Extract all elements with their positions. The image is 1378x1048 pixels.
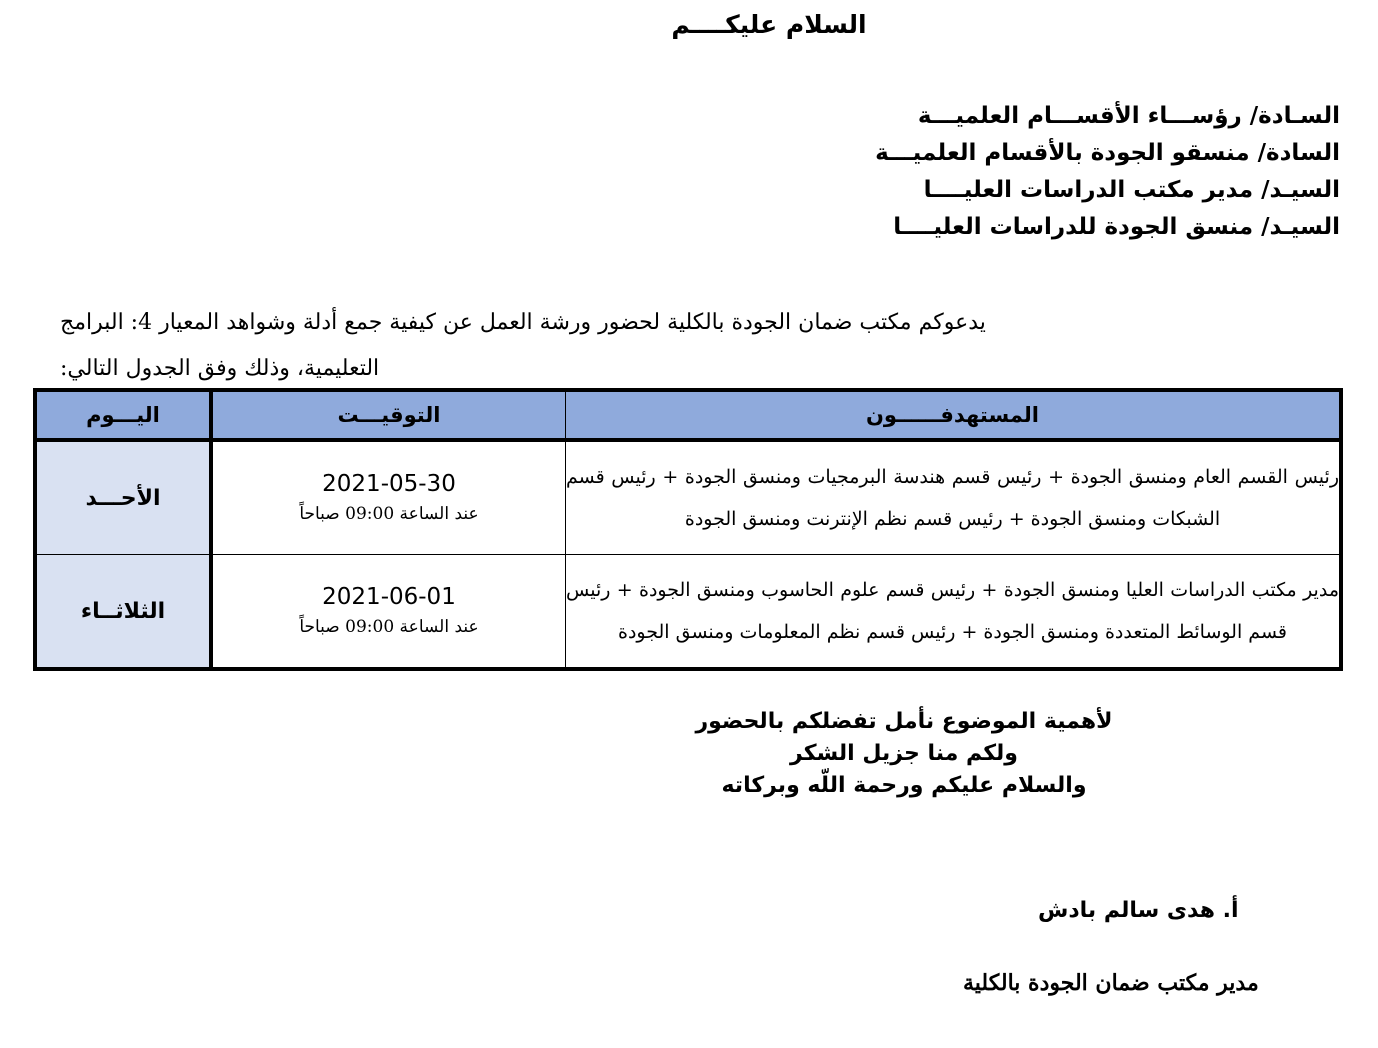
table-header	[35, 390, 1341, 440]
cell-targets-row1: رئيس القسم العام ومنسق الجودة + رئيس قسم هندسة البرمجيات ومنسق الجودة + رئيس قسم الشبكات ومنسق الجودة + رئيس قسم نظم الإنترنت ومنسق الجودة	[566, 440, 1342, 555]
signature-title: مدير مكتب ضمان الجودة بالكلية	[963, 970, 1259, 996]
closing-line-3: والسلام عليكم ورحمة اللّه وبركاته	[721, 773, 1087, 798]
greeting-text: السلام عليكــــم	[671, 10, 867, 39]
greeting-line	[38, 8, 1340, 42]
cell-day-row2: الثلاثــاء	[35, 555, 211, 670]
closing-line-1: لأهمية الموضوع نأمل تفضلكم بالحضور	[695, 709, 1113, 734]
table-row	[35, 555, 1341, 670]
recipient-line-2: السادة/ منسقو الجودة بالأقسام العلميـــة	[875, 140, 1340, 166]
recipient-line-1: السـادة/ رؤســـاء الأقســـام العلميـــة	[917, 103, 1340, 129]
recipient-line-4: السيـد/ منسق الجودة للدراسات العليــــا	[893, 214, 1340, 240]
cell-time-note-row2: عند الساعة 09:00 صباحاً	[299, 617, 479, 637]
body-paragraph-tail: التعليمية، وذلك وفق الجدول التالي:	[60, 356, 380, 381]
closing-block	[38, 706, 1340, 802]
body-paragraph	[60, 300, 1340, 392]
cell-date-row2: 2021-06-01	[322, 584, 456, 610]
signature-name: أ. هدى سالم بادش	[1038, 898, 1239, 923]
table-header-row	[35, 390, 1341, 440]
body-paragraph-main: يدعوكم مكتب ضمان الجودة بالكلية لحضور ورشة العمل عن كيفية جمع أدلة وشواهد المعيار 4: البرامج	[60, 310, 986, 335]
closing-line-2: ولكم منا جزيل الشكر	[790, 741, 1018, 766]
recipients-block	[838, 98, 1340, 246]
header-targets: المستهدفــــــون	[566, 390, 1342, 440]
header-day: اليـــوم	[35, 390, 211, 440]
cell-time-row1	[211, 440, 566, 555]
table-body	[35, 440, 1341, 669]
schedule-table-container	[33, 388, 1343, 671]
cell-day-row1: الأحـــد	[35, 440, 211, 555]
cell-time-note-row1: عند الساعة 09:00 صباحاً	[299, 504, 479, 524]
schedule-table	[33, 388, 1343, 671]
cell-date-row1: 2021-05-30	[322, 471, 456, 497]
signature-block	[38, 896, 1340, 998]
cell-time-row2	[211, 555, 566, 670]
header-time: التوقيـــت	[211, 390, 566, 440]
cell-targets-row2: مدير مكتب الدراسات العليا ومنسق الجودة + رئيس قسم علوم الحاسوب ومنسق الجودة + رئيس قسم الوسائط المتعددة ومنسق الجودة + رئيس قسم نظم المعلومات ومنسق الجودة	[566, 555, 1342, 670]
recipient-line-3: السيـد/ مدير مكتب الدراسات العليــــا	[923, 177, 1340, 203]
table-row	[35, 440, 1341, 555]
